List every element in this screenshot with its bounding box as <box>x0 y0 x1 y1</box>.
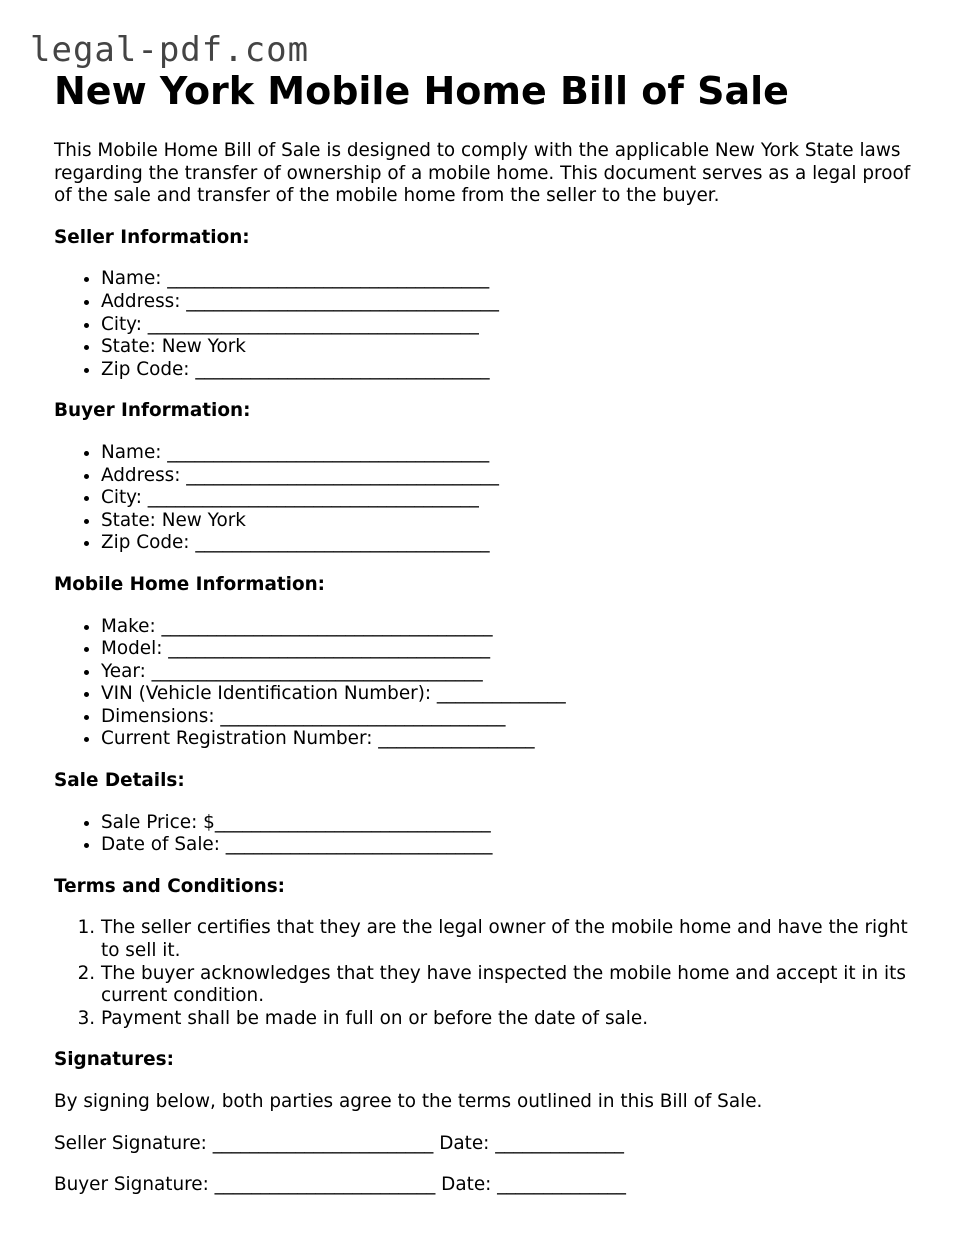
home-list <box>54 616 914 752</box>
intro-paragraph: This Mobile Home Bill of Sale is designed to comply with the applicable New York State laws regarding the transfer of ownership of a mobile home. This document serves as a legal proof of the sale and transfer of the mobile home from the seller to the buyer. <box>54 140 911 207</box>
seller-state-line: • State: New York <box>101 336 914 359</box>
seller-name-line: • Name: ___________________________________ <box>101 268 914 291</box>
term-item: 2. The buyer acknowledges that they have inspected the mobile home and accept it in its current condition. <box>101 963 914 1008</box>
term-item: 3. Payment shall be made in full on or before the date of sale. <box>101 1008 914 1031</box>
seller-zip-line: • Zip Code: ________________________________ <box>101 359 914 382</box>
buyer-zip-line: • Zip Code: ________________________________ <box>101 532 914 555</box>
home-heading: Mobile Home Information: <box>54 573 326 595</box>
signatures-heading: Signatures: <box>54 1049 174 1071</box>
home-vin-line: • VIN (Vehicle Identification Number): ______________ <box>101 683 914 706</box>
terms-list <box>54 917 914 1030</box>
terms-heading: Terms and Conditions: <box>54 875 286 897</box>
buyer-city-line: • City: ____________________________________ <box>101 487 914 510</box>
watermark: legal-pdf.com <box>30 30 310 70</box>
document <box>54 66 914 1197</box>
home-make-line: • Make: ____________________________________ <box>101 616 914 639</box>
sale-list <box>54 812 914 857</box>
buyer-address-line: • Address: __________________________________ <box>101 465 914 488</box>
seller-heading: Seller Information: <box>54 226 250 248</box>
seller-signature-line: Seller Signature: ________________________ Date: ______________ <box>54 1132 624 1154</box>
home-registration-line: • Current Registration Number: _________________ <box>101 728 914 751</box>
home-year-line: • Year: ____________________________________ <box>101 661 914 684</box>
signatures-statement: By signing below, both parties agree to the terms outlined in this Bill of Sale. <box>54 1091 763 1112</box>
buyer-list <box>54 442 914 555</box>
seller-city-line: • City: ____________________________________ <box>101 314 914 337</box>
sale-price-line: • Sale Price: $______________________________ <box>101 812 914 835</box>
buyer-name-line: • Name: ___________________________________ <box>101 442 914 465</box>
term-item: 1. The seller certifies that they are the legal owner of the mobile home and have the right to sell it. <box>101 917 914 962</box>
buyer-state-line: • State: New York <box>101 510 914 533</box>
page-title: New York Mobile Home Bill of Sale <box>54 69 789 113</box>
buyer-signature-line: Buyer Signature: ________________________ Date: ______________ <box>54 1174 626 1196</box>
sale-date-line: • Date of Sale: _____________________________ <box>101 834 914 857</box>
buyer-heading: Buyer Information: <box>54 400 251 422</box>
home-model-line: • Model: ___________________________________ <box>101 638 914 661</box>
seller-address-line: • Address: __________________________________ <box>101 291 914 314</box>
home-dimensions-line: • Dimensions: _______________________________ <box>101 706 914 729</box>
seller-list <box>54 268 914 381</box>
sale-heading: Sale Details: <box>54 770 185 792</box>
